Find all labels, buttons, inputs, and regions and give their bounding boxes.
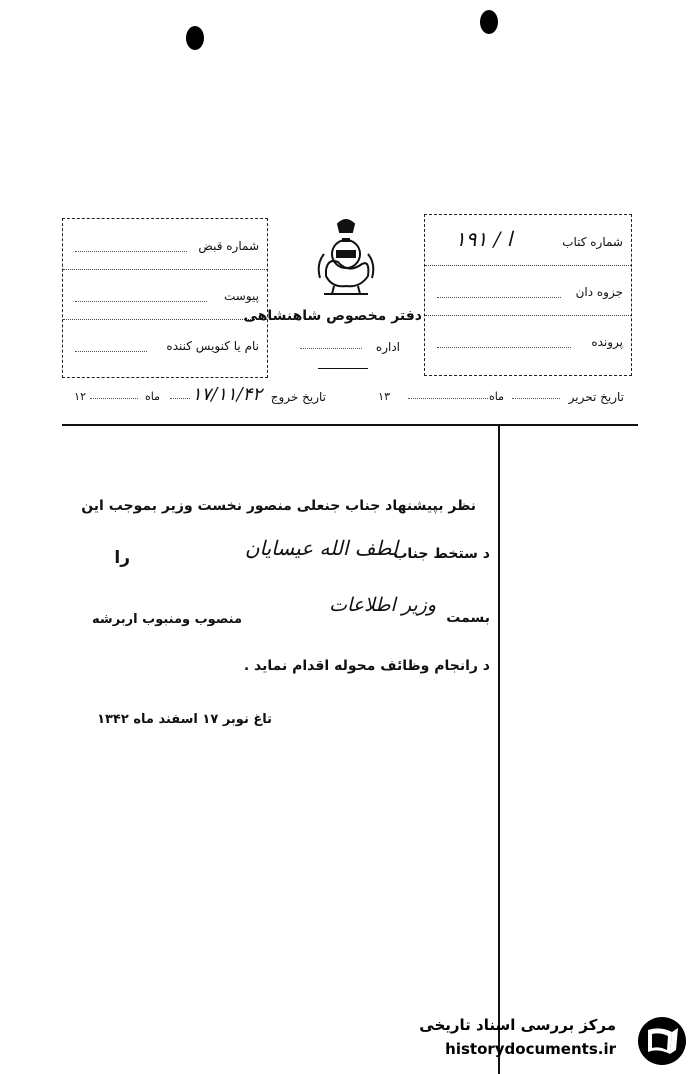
department-label: اداره (375, 340, 400, 354)
body-line-2-handwritten-name: لطف الله عیسایان (244, 536, 398, 560)
body-line-3-prefix: بسمت (446, 610, 490, 626)
receipt-number-row (63, 223, 267, 270)
lion-sun-crown-emblem (308, 214, 384, 304)
header-separator (62, 424, 638, 426)
body-line-1: نظر بپیشنهاد جناب جنعلی منصور نخست وزیر بموجب این (81, 498, 476, 514)
punch-hole-right (480, 10, 498, 34)
decree-date-line: تاغ نوبر ۱۷ اسفند ماه ۱۳۴۲ (97, 712, 272, 727)
exit-date-month: ماه (144, 390, 160, 403)
writer-label: نام یا کنویس کننده (166, 339, 259, 353)
letter-number-row (425, 219, 631, 266)
emblem-underline (318, 368, 368, 369)
left-info-box (62, 218, 268, 378)
file-row (425, 319, 631, 365)
body-line-4: د رانجام وظائف محوله اقدام نماید . (243, 658, 490, 674)
written-date-year: ۱۳ (378, 390, 390, 403)
written-date-label: تاریخ تحریر (568, 390, 624, 404)
letter-number-value: ا / ۱۹۱ (455, 227, 513, 251)
attachment-label: پیوست (224, 289, 259, 303)
watermark (408, 1010, 694, 1070)
exit-date-label: تاریخ خروج (270, 390, 326, 404)
letter-number-label: شماره کتاب (562, 235, 623, 249)
body-line-2-prefix: د ستخط جناب (393, 546, 490, 562)
exit-date-value: ۱۷/۱۱/۴۲ (191, 384, 262, 405)
body-line-2-suffix: را (114, 548, 130, 568)
part-row (425, 269, 631, 316)
right-margin-line (498, 424, 500, 1074)
archive-logo-icon (634, 1014, 690, 1068)
file-label: پرونده (591, 335, 623, 349)
written-date-month: ماه (488, 390, 504, 403)
writer-row (63, 323, 267, 369)
receipt-number-label: شماره قبض (198, 239, 259, 253)
body-line-3-suffix: منصوب ومنبوب اربرشه (92, 612, 242, 627)
right-info-box (424, 214, 632, 376)
office-title: دفتر مخصوص شاهنشاهی (243, 308, 422, 324)
watermark-title: مرکز بررسی اسناد تاریخی (419, 1016, 616, 1034)
part-label: جزوه دان (575, 285, 623, 299)
exit-date-year: ۱۲ (74, 390, 86, 403)
attachment-row (63, 273, 267, 320)
department-dots (300, 348, 362, 349)
watermark-url: historydocuments.ir (445, 1040, 616, 1058)
body-line-3-handwritten-post: وزیر اطلاعات (329, 594, 436, 616)
punch-hole-left (186, 26, 204, 50)
